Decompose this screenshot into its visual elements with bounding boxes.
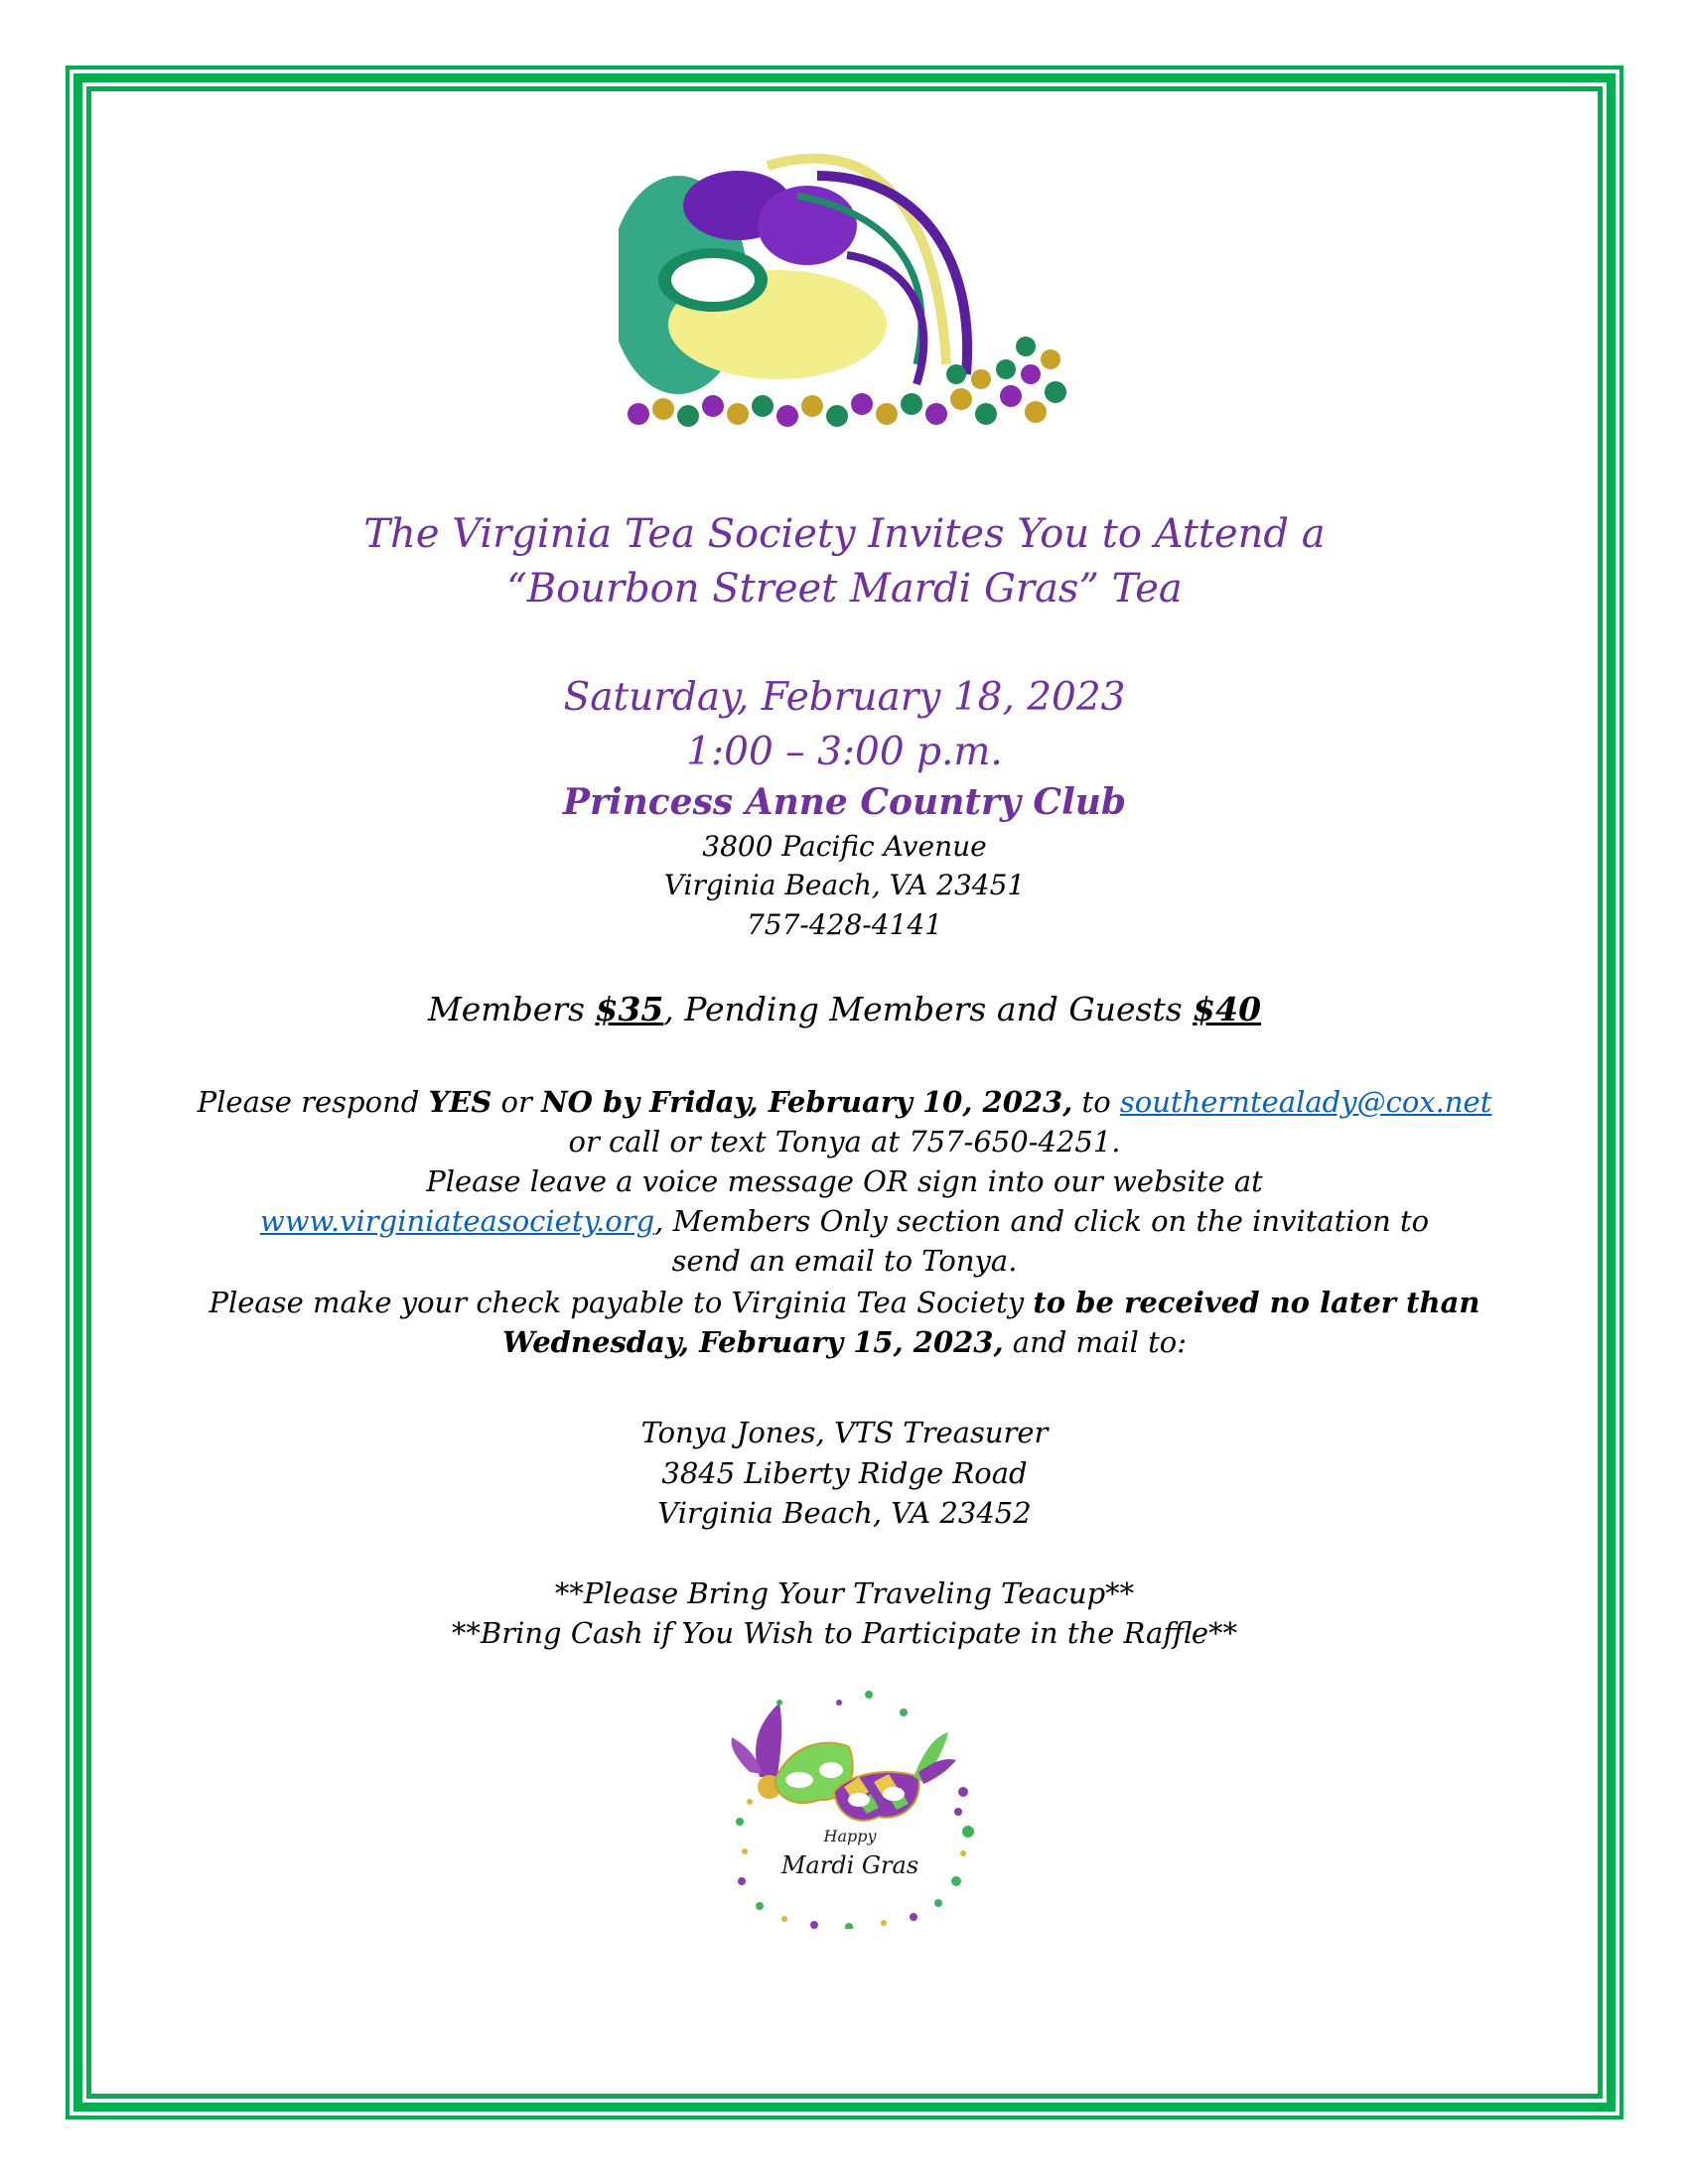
mardi-gras-masks-icon: [720, 1683, 980, 1929]
website-link[interactable]: www.virginiateasociety.org: [259, 1204, 655, 1238]
website-instructions: , Members Only section and click on the invitation to: [654, 1204, 1430, 1238]
treasurer-name: Tonya Jones, VTS Treasurer: [640, 1416, 1049, 1449]
mail-to-label: and mail to:: [1003, 1325, 1188, 1359]
venue-address-street: 3800 Pacific Avenue: [702, 830, 987, 863]
rsvp-deadline: NO by Friday, February 10, 2023,: [541, 1085, 1073, 1119]
rsvp-line-2: or call or text Tonya at 757-650-4251.: [568, 1125, 1121, 1159]
rsvp-or: or: [492, 1085, 542, 1119]
mardi-gras-mask-photo: [619, 136, 1067, 435]
svg-text:Happy: Happy: [823, 1827, 877, 1845]
payment-deadline-label: to be received no later than: [1033, 1286, 1480, 1319]
rsvp-line-1: [91, 1085, 1598, 1119]
venue-phone: 757-428-4141: [746, 908, 943, 941]
rsvp-text: Please respond: [197, 1085, 429, 1119]
payment-line-1: [91, 1286, 1598, 1319]
mask-photo-icon: [619, 136, 1067, 435]
invitation-title-line-1: The Virginia Tea Society Invites You to Attend a: [363, 511, 1326, 557]
rsvp-to: to: [1072, 1085, 1120, 1119]
invitation-title-line-2: “Bourbon Street Mardi Gras” Tea: [506, 566, 1183, 612]
payment-instructions: Please make your check payable to Virginia Tea Society: [209, 1286, 1034, 1319]
rsvp-line-3: Please leave a voice message OR sign into our website at: [426, 1164, 1263, 1198]
payment-deadline-date: Wednesday, February 15, 2023,: [501, 1325, 1004, 1359]
event-time: 1:00 – 3:00 p.m.: [686, 730, 1003, 774]
svg-text:Mardi Gras: Mardi Gras: [780, 1851, 919, 1879]
note-teacup: **Please Bring Your Traveling Teacup**: [554, 1576, 1135, 1610]
payment-line-2: [91, 1325, 1598, 1359]
note-raffle: **Bring Cash if You Wish to Participate in the Raffle**: [451, 1616, 1238, 1650]
rsvp-line-5: send an email to Tonya.: [671, 1244, 1018, 1278]
members-label: Members: [427, 990, 596, 1028]
venue-address-city: Virginia Beach, VA 23451: [663, 869, 1026, 901]
rsvp-yes: YES: [428, 1085, 492, 1119]
members-price: $35: [595, 990, 664, 1028]
guests-label: , Pending Members and Guests: [663, 990, 1194, 1028]
guests-price: $40: [1193, 990, 1262, 1028]
event-venue: Princess Anne Country Club: [562, 781, 1127, 823]
treasurer-city: Virginia Beach, VA 23452: [657, 1496, 1032, 1530]
rsvp-line-4: [91, 1204, 1598, 1238]
email-link[interactable]: southerntealady@cox.net: [1119, 1085, 1492, 1119]
treasurer-street: 3845 Liberty Ridge Road: [661, 1456, 1028, 1490]
event-date: Saturday, February 18, 2023: [563, 675, 1126, 720]
pricing-line: [91, 990, 1598, 1028]
happy-mardi-gras-logo: [720, 1683, 980, 1929]
